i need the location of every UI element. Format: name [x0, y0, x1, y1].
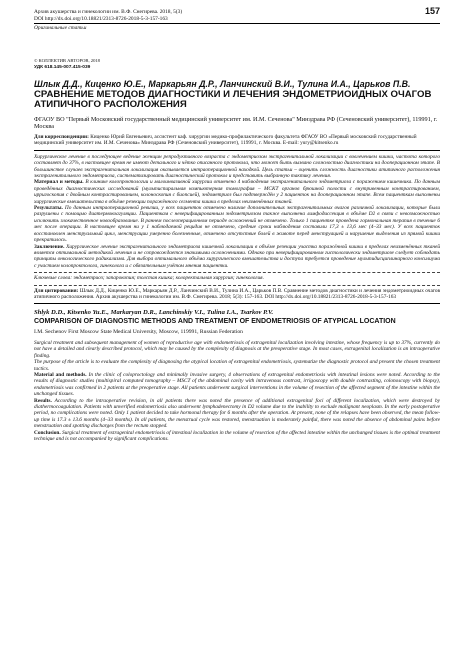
abstract-intro-ru: Хирургическое лечение в последующее ведение женщин репродуктивного возраста с эндометриозом экстрагенитальной локализации с вовлечением кишки, частота которого составляет до 37%, в настоящее время не имеют детального и чётко описанного протокола, что может быть вызвано сложностью диагностики на дооперационном этапе. В большинстве случаев экстрагенитальная локализация оказывается интраоперационной находкой. Цель статьи – оценить сложность диагностики атипичного расположения экстрагенитального эндометриоза, систематизировать диагностический протокол и представить выбранную тактику лечения.	[34, 153, 440, 180]
abstract-conclusion-en	[34, 430, 440, 443]
keywords-text-ru: эндометриоз; запарокопия; толстая кишка; колоректальная хирургия; гинекология.	[73, 275, 264, 282]
abstract-en	[34, 340, 440, 443]
results-label-ru: Результаты.	[34, 205, 63, 212]
conclusion-label-en: Conclusion.	[34, 429, 61, 436]
abstract-conclusion-ru	[34, 244, 440, 270]
abstract-methods-ru	[34, 179, 440, 205]
copyright-line: © КОЛЛЕКТИВ АВТОРОВ, 2018	[34, 58, 100, 63]
methods-text-en: In the clinic of coloproctology and minimally invasive surgery, 4 observations of extragenital endometriosis with intestinal lesions were noted. According to the results of diagnostic studies (multispiral computed tomography – MSCT of the abdominal cavity with intravenous contrast, irrigoscopy with double contrasting, colonoscopy with biopsy), endometriosis was confirmed in 2 patients at the preoperative stage. All patients underwent surgical interventions in the volume of resection of the affected segment of the intestine within the unchanged tissues.	[34, 371, 440, 398]
page-number: 157	[424, 6, 440, 16]
citation-ru	[34, 288, 440, 301]
results-text-en: According to the intraoperative revision, in all patients there was noted the presence of additional extragenital foci of different localization, which were destroyed by diathermocoagulation. Patients with unverified endometriosis also underwent lymphadenectomy in D2 volume due to the inability to exclude malignant neoplasm. In the early postoperative period, no complications were noted. Only 1 patient decided to take hormonal therapy for 6 months after the operation. At present, none of the relapses have been observed, the mean follow-up time is 17.3 ± 13.6 months (4–33 months). In all patients, the menstrual cycle was restored, menstruation is moderately painful, there was noted the absence of abdominal pains before menstruation and spotting discharges from the rectum stopped.	[34, 397, 440, 430]
citation-divider	[34, 285, 440, 286]
running-header	[34, 6, 440, 32]
abstract-purpose-en: The purpose of the article is to evaluate the complexity of diagnosing the atypical location of extragenital endometriosis, systematize the diagnostic protocol and present the chosen treatment tactics.	[34, 359, 440, 372]
results-label-en: Results.	[34, 397, 52, 404]
abstract-methods-en	[34, 372, 440, 398]
keywords-ru	[34, 275, 440, 281]
abstract-results-en	[34, 398, 440, 430]
article-body	[34, 58, 440, 442]
udc-code: УДК 618.145-007.415-039	[34, 64, 91, 70]
conclusion-text-en: Surgical treatment of extragenital endometriosis of intestinal localization in the volume of resection of the affected intestine within the unchanged tissues is the optimal treatment technique and is not accompanied by significant complications.	[34, 429, 441, 443]
keywords-label-ru: Ключевые слова:	[34, 275, 72, 282]
conclusion-label-ru: Заключение.	[34, 243, 65, 250]
affiliation-ru: ФГАОУ ВО "Первый Московский государственный медицинский университет им. И.М. Сеченова" Минздрава РФ (Сеченовский университет), 119991, г. Москва	[34, 115, 438, 130]
affiliation-en: I.M. Sechenov First Moscow State Medical University, Moscow, 119991, Russian Federation	[34, 329, 243, 336]
article-title-en: COMPARISON OF DIAGNOSTIC METHODS AND TREATMENT OF ENDOMETRIOSIS OF ATYPICAL LOCATION	[34, 318, 396, 326]
abstract-divider-top	[34, 150, 440, 151]
abstract-results-ru	[34, 205, 440, 243]
methods-label-ru: Материал и методы.	[34, 179, 84, 186]
abstract-intro-en: Surgical treatment and subsequent management of women of reproductive age with endometriosis of extragenital localization involving intestine, whose frequency is up to 37%, currently do not have a detailed and clearly described protocol, which may be caused by the complexity of diagnosis at the preoperative stage. In most cases, extragenital localization is an intraoperative finding.	[34, 339, 440, 359]
citation-text-ru: Шлык Д.Д., Киценко Ю.Е., Маркарьян Д.Р., Ланчинский В.И., Тулина И.А., Царьков П.В. Сравнение методов диагностики и лечения эндометриоидных очагов атипичного расположения. Архив акушерства и гинекологии им. В.Ф. Снегирева. 2018; 5(3): 157-163. DOI http://dx.doi.org/10.18821/2313-8726-2018-5-3-157-163	[34, 287, 440, 300]
conclusion-text-ru: Хирургическое лечение экстрагенитального эндометриоза кишечной локализации в объёме резекции участка поражённой кишки в пределах неизменённых тканей является оптимальной методикой лечения и не сопровождается значимыми осложнениями. Однако при неверифицированном гистологически эндометриозе следует соблюдать принципы онкологического радикализма. Для выбора оптимального объёма хирургического вмешательства и доступа требуется проведение мультидисциплинарного консилиума с участием колопроктолога, гинеколога и с обязательным учётом мнения пациентки.	[34, 243, 440, 269]
citation-label-ru: Для цитирования:	[34, 287, 79, 294]
results-text-ru: По данным интраоперационной ревизии, у всех пациенток отмечено наличие дополнительных экстрагенитальных очагов различной локализации, которые были разрушены с помощью диатермокоагуляции. Пациенткам с неверифицированным эндометриозом также выполнена лимфодиссекция в объёме D2 в связи с невозможностью исключить злокачественное новообразование. В раннем послеоперационном периоде осложнений не отмечено. Только 1 пациентке проведена гормональная терапия в течение 6 мес после операции. В настоящее время ни у 1 наблюдаемой рецидив не отмечено, средние сроки наблюдения составили 17,3 ± 13,6 мес (4–33 мес). У всех пациенток восстановлен менструальный цикл, менструации умеренно болезненные, отмечено отсутствие болей в животе перед менструацией и нарушение выделения из прямой кишки прекратилось.	[34, 205, 440, 244]
correspondence-text: Киценко Юрий Евгеньевич, ассистент каф. хирургии медико-профилактического факультета ФГАОУ ВО «Первый московский государственный медицинский университет им. И.М. Сеченова» Минздрава РФ (Сеченовский университет), 119991, г. Москва. E-mail: yury@kitsenko.ru	[34, 134, 417, 147]
correspondence-label: Для корреспонденции:	[34, 134, 89, 141]
keywords-divider	[34, 272, 440, 273]
authors-en: Shlyk D.D., Kitsenko Yu.E., Markaryan D.R., Lanchinskiy V.I., Tulina I.A., Tsarkov P.V.	[34, 309, 274, 317]
authors-ru: Шлык Д.Д., Киценко Ю.Е., Маркарьян Д.Р., Ланчинский В.И., Тулина И.А., Царьков П.В.	[34, 78, 411, 89]
article-title-ru: СРАВНЕНИЕ МЕТОДОВ ДИАГНОСТИКИ И ЛЕЧЕНИЯ ЭНДОМЕТРИОИДНЫХ ОЧАГОВ АТИПИЧНОГО РАСПОЛОЖЕНИЯ	[34, 88, 432, 111]
header-rule	[34, 23, 440, 24]
journal-title-line: Архив акушерства и гинекологии им. В.Ф. Снегирева. 2018, 5(3)	[34, 9, 183, 15]
lang-divider	[34, 303, 440, 304]
section-label: Оригинальные статьи	[34, 25, 87, 32]
abstract-ru	[34, 154, 440, 301]
methods-label-en: Material and methods.	[34, 371, 87, 378]
correspondence-ru	[34, 134, 440, 147]
journal-doi-line: DOI http://dx.doi.org/10.18821/2313-8726-2018-5-3-157-163	[34, 15, 168, 22]
methods-text-ru: В клинике колопроктологии и малоинвазивной хирургии отмечено 4 наблюдения экстрагенитального эндометриоза с поражением кишечника. По данным проведённых диагностических исследований (мультиспиральная компьютерная томография – МСКТ органов брюшной полости с внутривенным контрастированием, ирригоскопия с двойным контрастированием, колоноскопия с биопсией), эндометриоз был подтверждён у 2 пациенток на дооперационном этапе. Всем пациенткам выполнены хирургические вмешательства в объёме резекции поражённого сегмента кишки в пределах неизменённых тканей.	[34, 179, 440, 205]
